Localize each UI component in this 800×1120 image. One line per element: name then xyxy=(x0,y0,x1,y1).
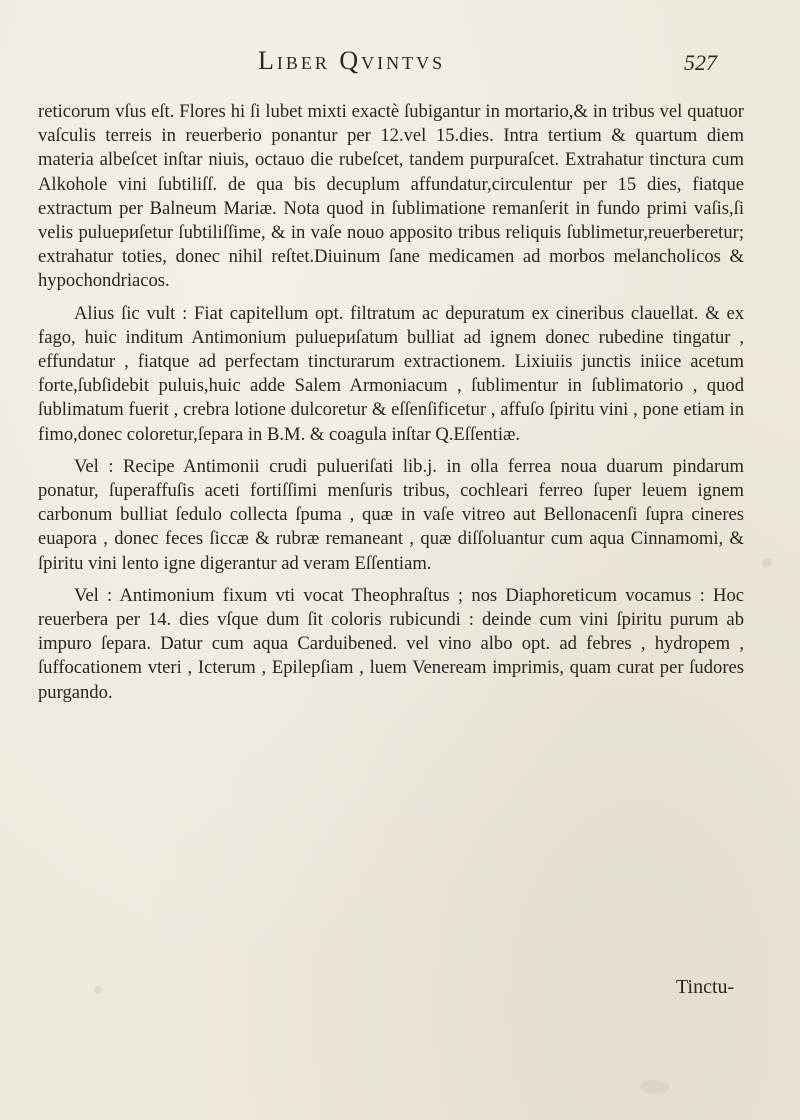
paragraph-antimonium-fixum: Vel : Antimonium fixum vti vocat Theophraſtus ; nos Diaphoreticum vocamus : Hoc reuerbera per 14. dies vſque dum ſit coloris rubicundi : deinde cum vini ſpiritu purum ab impuro ſepara. Datur cum aqua Carduibened. vel vino albo opt. ad febres , hydropem , ſuffocationem vteri , Icterum , Epilepſiam , luem Veneream imprimis, quam curat per ſudores purgando. xyxy=(38,584,744,703)
paragraph-alius: Alius ſic vult : Fiat capitellum opt. filtratum ac depuratum ex cineribus clauellat. & ex fago, huic inditum Antimonium puluериſatum bulliat ad ignem donec rubedine tingatur , effundatur , fiatque ad perfectam tincturarum extractionem. Lixiuiis junctis iniice acetum forte,ſubſidebit puluis,huic adde Salem Armoniacum , ſublimentur in ſublimatorio , quod ſublimatum fuerit , crebra lotione dulcoretur & eſſenſificetur , affuſo ſpiritu vini , pone etiam in fimo,donec coloretur,ſepara in B.M. & coagula inſtar Q.Eſſentiæ. xyxy=(38,302,744,445)
body-text xyxy=(38,100,744,705)
catchword: Tinctu- xyxy=(676,976,735,998)
running-head: Liber Qvintvs xyxy=(258,46,446,75)
page-number: 527 xyxy=(684,50,717,75)
ink-smudge xyxy=(640,1080,670,1094)
ink-smudge xyxy=(94,986,102,994)
page-header xyxy=(0,44,800,84)
ink-smudge xyxy=(762,558,772,568)
paragraph-flores: reticorum vſus eſt. Flores hi ſi lubet mixti exactè ſubigantur in mortario,& in tribus vel quatuor vaſculis terreis in reuerberio ponantur per 12.vel 15.dies. Intra tertium & quartum diem materia albeſcet inſtar niuis, octauo die rubeſcet, tandem purpuraſcet. Extrahatur tinctura cum Alkohole vini ſubtiliſſ. de qua bis decuplum affundatur,circulentur per 15 dies, fiatque extractum per Balneum Mariæ. Nota quod in ſublimatione remanſerit in fundo primi vaſis,ſi velis puluериſetur ſubtiliſſime, & in vaſe nouo apposito tribus reliquis ſublimetur,reuerberetur; extrahatur toties, donec nihil reſtet.Diuinum ſane medicamen ad morbos melancholicos & hypochondriacos. xyxy=(38,101,744,292)
paragraph-recipe: Vel : Recipe Antimonii crudi pulueriſati lib.j. in olla ferrea noua duarum pindarum ponatur, ſuperaffuſis aceti fortiſſimi menſuris tribus, cochleari ferreo ſuper leuem ignem carbonum bulliat ſedulo collecta ſpuma , quæ in vaſe vitreo aut Bellonacenſi ſupra cineres euapora , donec feces ſiccæ & rubræ remaneant , quæ diſſoluantur cum aqua Cinnamomi, & ſpiritu vini lento igne digerantur ad veram Eſſentiam. xyxy=(38,455,744,574)
